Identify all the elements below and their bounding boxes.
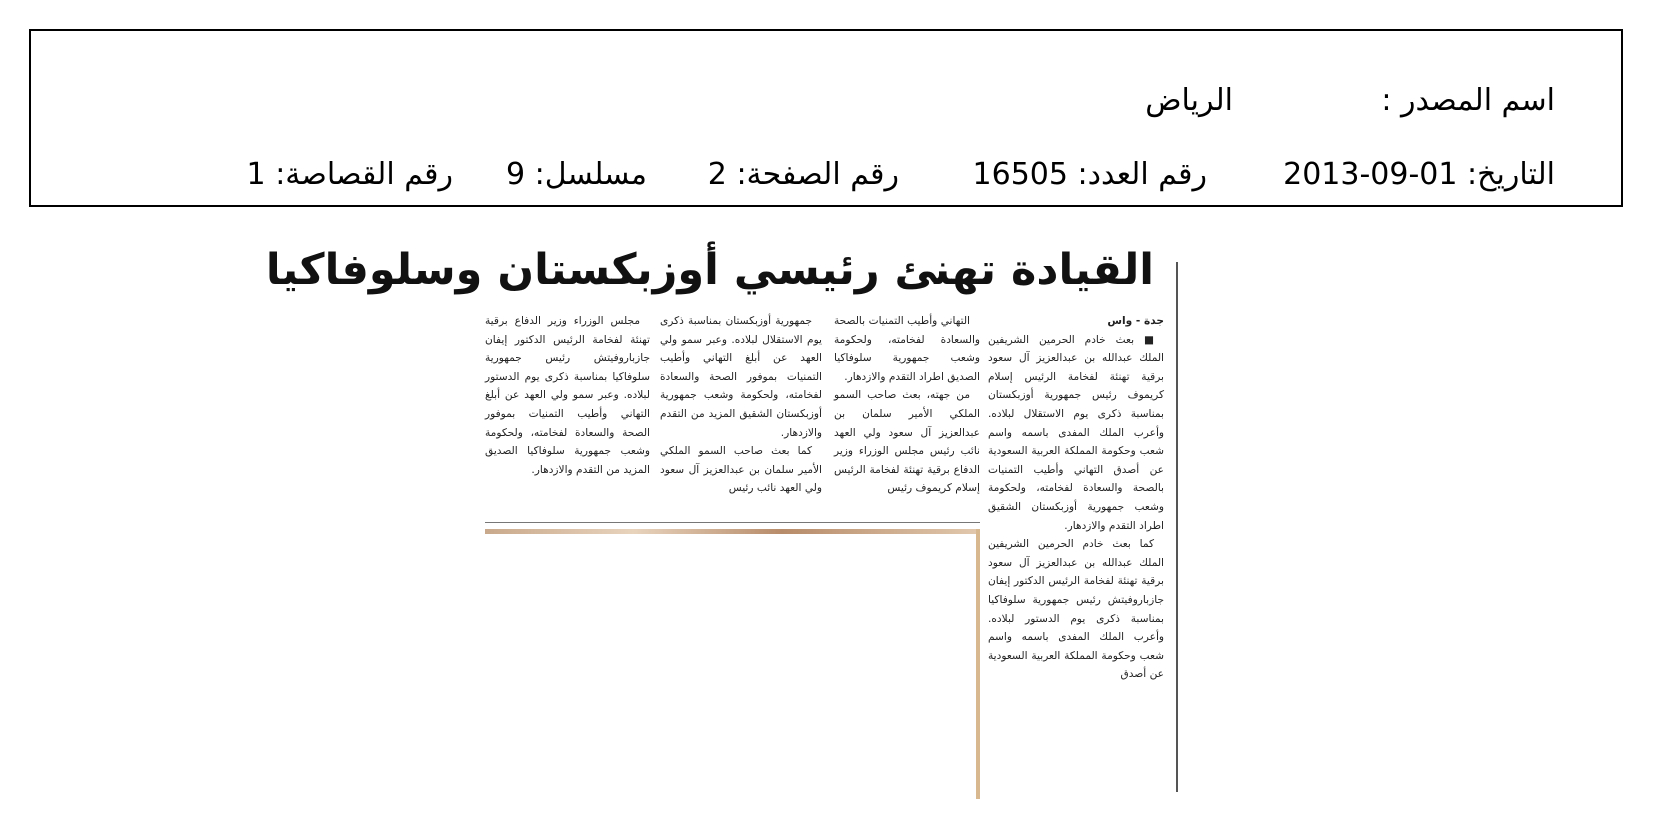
page-label: رقم الصفحة: <box>736 157 899 192</box>
photo-edge <box>485 529 980 534</box>
photo-border <box>976 529 980 799</box>
article-column-4 <box>485 312 650 512</box>
issue-value: 16505 <box>972 157 1068 192</box>
article-byline: جدة - واس <box>1107 315 1164 327</box>
clip-number-field <box>247 157 453 192</box>
date-value: 2013-09-01 <box>1283 157 1458 192</box>
date-label: التاريخ: <box>1467 157 1555 192</box>
newspaper-clipping <box>265 238 1183 793</box>
serial-value: 9 <box>506 157 526 192</box>
article-column-3 <box>660 312 822 512</box>
metadata-box <box>29 29 1623 207</box>
page-field <box>708 157 899 192</box>
article-paragraph: كما بعث صاحب السمو الملكي الأمير سلمان بن عبدالعزيز آل سعود ولي العهد نائب رئيس <box>660 445 822 495</box>
columns-divider <box>485 522 980 523</box>
page-value: 2 <box>707 157 727 192</box>
date-field <box>1283 157 1555 192</box>
article-paragraph: التهاني وأطيب التمنيات بالصحة والسعادة لفخامته، ولحكومة وشعب جمهورية سلوفاكيا الصديق اطراد التقدم والازدهار. <box>834 315 980 383</box>
clip-number-value: 1 <box>246 157 266 192</box>
article-paragraph: من جهته، بعث صاحب السمو الملكي الأمير سلمان بن عبدالعزيز آل سعود ولي العهد نائب رئيس مجلس الوزراء وزير الدفاع برقية تهنئة لفخامة الرئيس إسلام كريموف رئيس <box>834 389 980 495</box>
serial-label: مسلسل: <box>534 157 647 192</box>
article-column-1 <box>988 312 1164 790</box>
source-label: اسم المصدر : <box>1381 83 1555 118</box>
clip-number-label: رقم القصاصة: <box>275 157 453 192</box>
serial-field <box>506 157 647 192</box>
article-paragraph: مجلس الوزراء وزير الدفاع برقية تهنئة لفخامة الرئيس الدكتور إيفان جازباروفيتش رئيس جمهورية سلوفاكيا بمناسبة ذكرى يوم الدستور لبلاده. وعبر سمو ولي العهد عن أبلغ التهاني وأطيب التمنيات بموفور الصحة والسعادة لفخامته، ولحكومة وشعب جمهورية سلوفاكيا الصديق المزيد من التقدم والازدهار. <box>485 315 650 476</box>
article-column-2 <box>834 312 980 512</box>
issue-label: رقم العدد: <box>1077 157 1207 192</box>
article-paragraph: كما بعث خادم الحرمين الشريفين الملك عبدالله بن عبدالعزيز آل سعود برقية تهنئة لفخامة الرئيس الدكتور إيفان جازباروفيتش رئيس جمهورية سلوفاكيا بمناسبة ذكرى يوم الدستور لبلاده. وأعرب الملك المفدى باسمه واسم شعب وحكومة المملكة العربية السعودية عن أصدق <box>988 538 1164 681</box>
issue-field <box>973 157 1207 192</box>
article-paragraph: ■ بعث خادم الحرمين الشريفين الملك عبدالله بن عبدالعزيز آل سعود برقية تهنئة لفخامة الرئيس إسلام كريموف رئيس جمهورية أوزبكستان بمناسبة ذكرى يوم الاستقلال لبلاده. وأعرب الملك المفدى باسمه واسم شعب وحكومة المملكة العربية السعودية عن أصدق التهاني وأطيب التمنيات بالصحة والسعادة لفخامته، ولحكومة وشعب جمهورية أوزبكستان الشقيق اطراد التقدم والازدهار. <box>988 333 1164 532</box>
article-headline: القيادة تهنئ رئيسي أوزبكستان وسلوفاكيا <box>265 245 1154 295</box>
column-rule <box>1176 262 1178 792</box>
article-paragraph: جمهورية أوزبكستان بمناسبة ذكرى يوم الاستقلال لبلاده. وعبر سمو ولي العهد عن أبلغ التهاني وأطيب التمنيات بموفور الصحة والسعادة لفخامته، ولحكومة وشعب جمهورية أوزبكستان الشقيق المزيد من التقدم والازدهار. <box>660 315 822 439</box>
source-value: الرياض <box>1145 83 1233 118</box>
